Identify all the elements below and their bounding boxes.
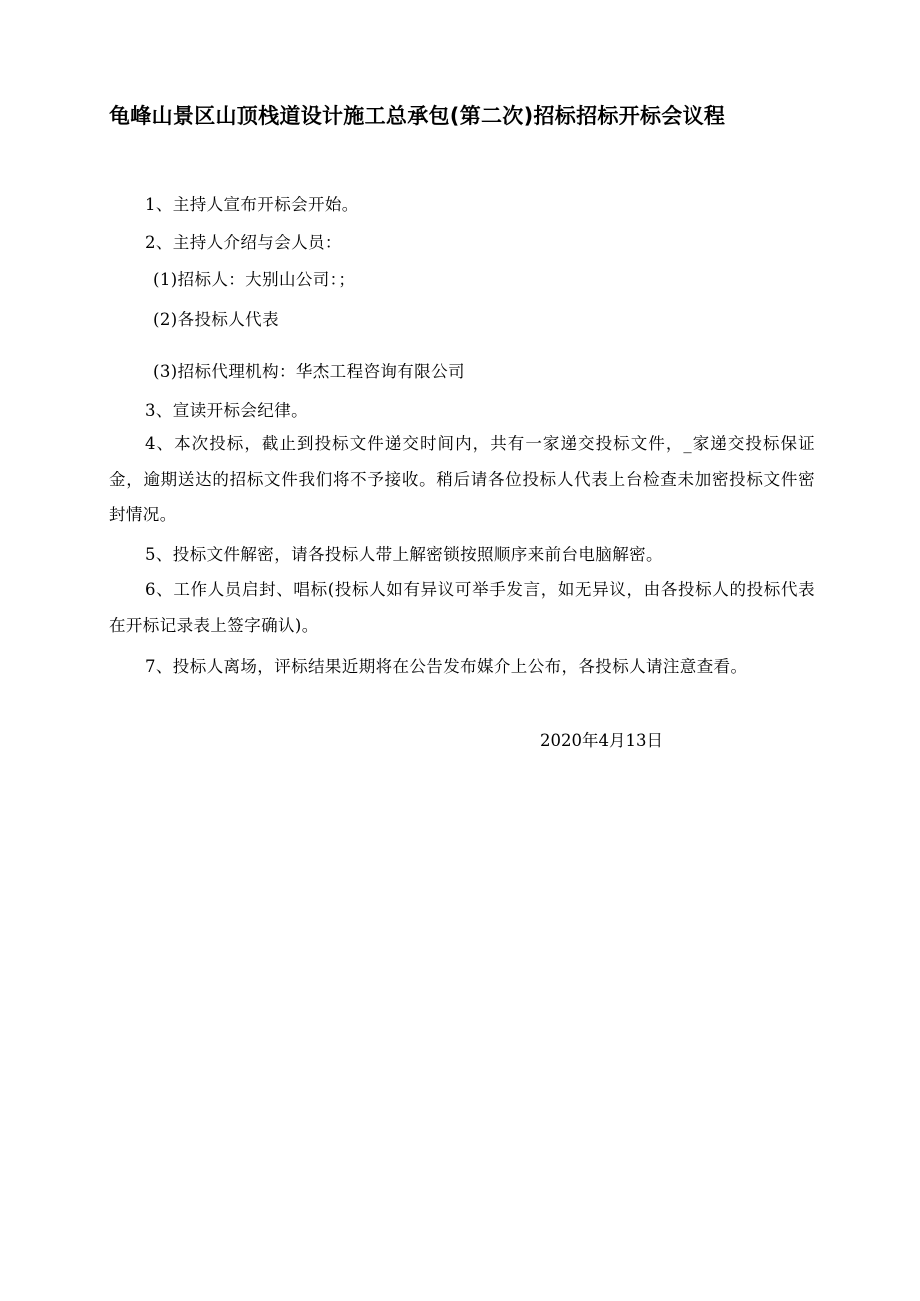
agenda-item-1: 1、主持人宣布开标会开始。	[145, 195, 359, 214]
agenda-item-5: 5、投标文件解密，请各投标人带上解密锁按照顺序来前台电脑解密。	[145, 545, 663, 564]
document-title: 龟峰山景区山顶栈道设计施工总承包(第二次)招标招标开标会议程	[109, 104, 726, 128]
agenda-item-6: 6、工作人员启封、唱标(投标人如有异议可举手发言，如无异议，由各投标人的投标代表在开标记录表上签字确认)。	[109, 580, 815, 635]
agenda-item-3: 3、宣读开标会纪律。	[145, 401, 308, 420]
agenda-subitem-3: (3)招标代理机构：华杰工程咨询有限公司	[153, 362, 465, 381]
agenda-item-2: 2、主持人介绍与会人员：	[145, 233, 342, 252]
agenda-item-4: 4、本次投标，截止到投标文件递交时间内，共有一家递交投标文件，_家递交投标保证金，逾期送达的招标文件我们将不予接收。稍后请各位投标人代表上台检查未加密投标文件密封情况。	[109, 434, 815, 524]
agenda-subitem-1: (1)招标人：大别山公司：；	[153, 270, 356, 289]
agenda-subitem-2: (2)各投标人代表	[153, 310, 279, 329]
document-date: 2020年4月13日	[540, 731, 663, 750]
agenda-item-7: 7、投标人离场，评标结果近期将在公告发布媒介上公布，各投标人请注意查看。	[145, 657, 748, 676]
